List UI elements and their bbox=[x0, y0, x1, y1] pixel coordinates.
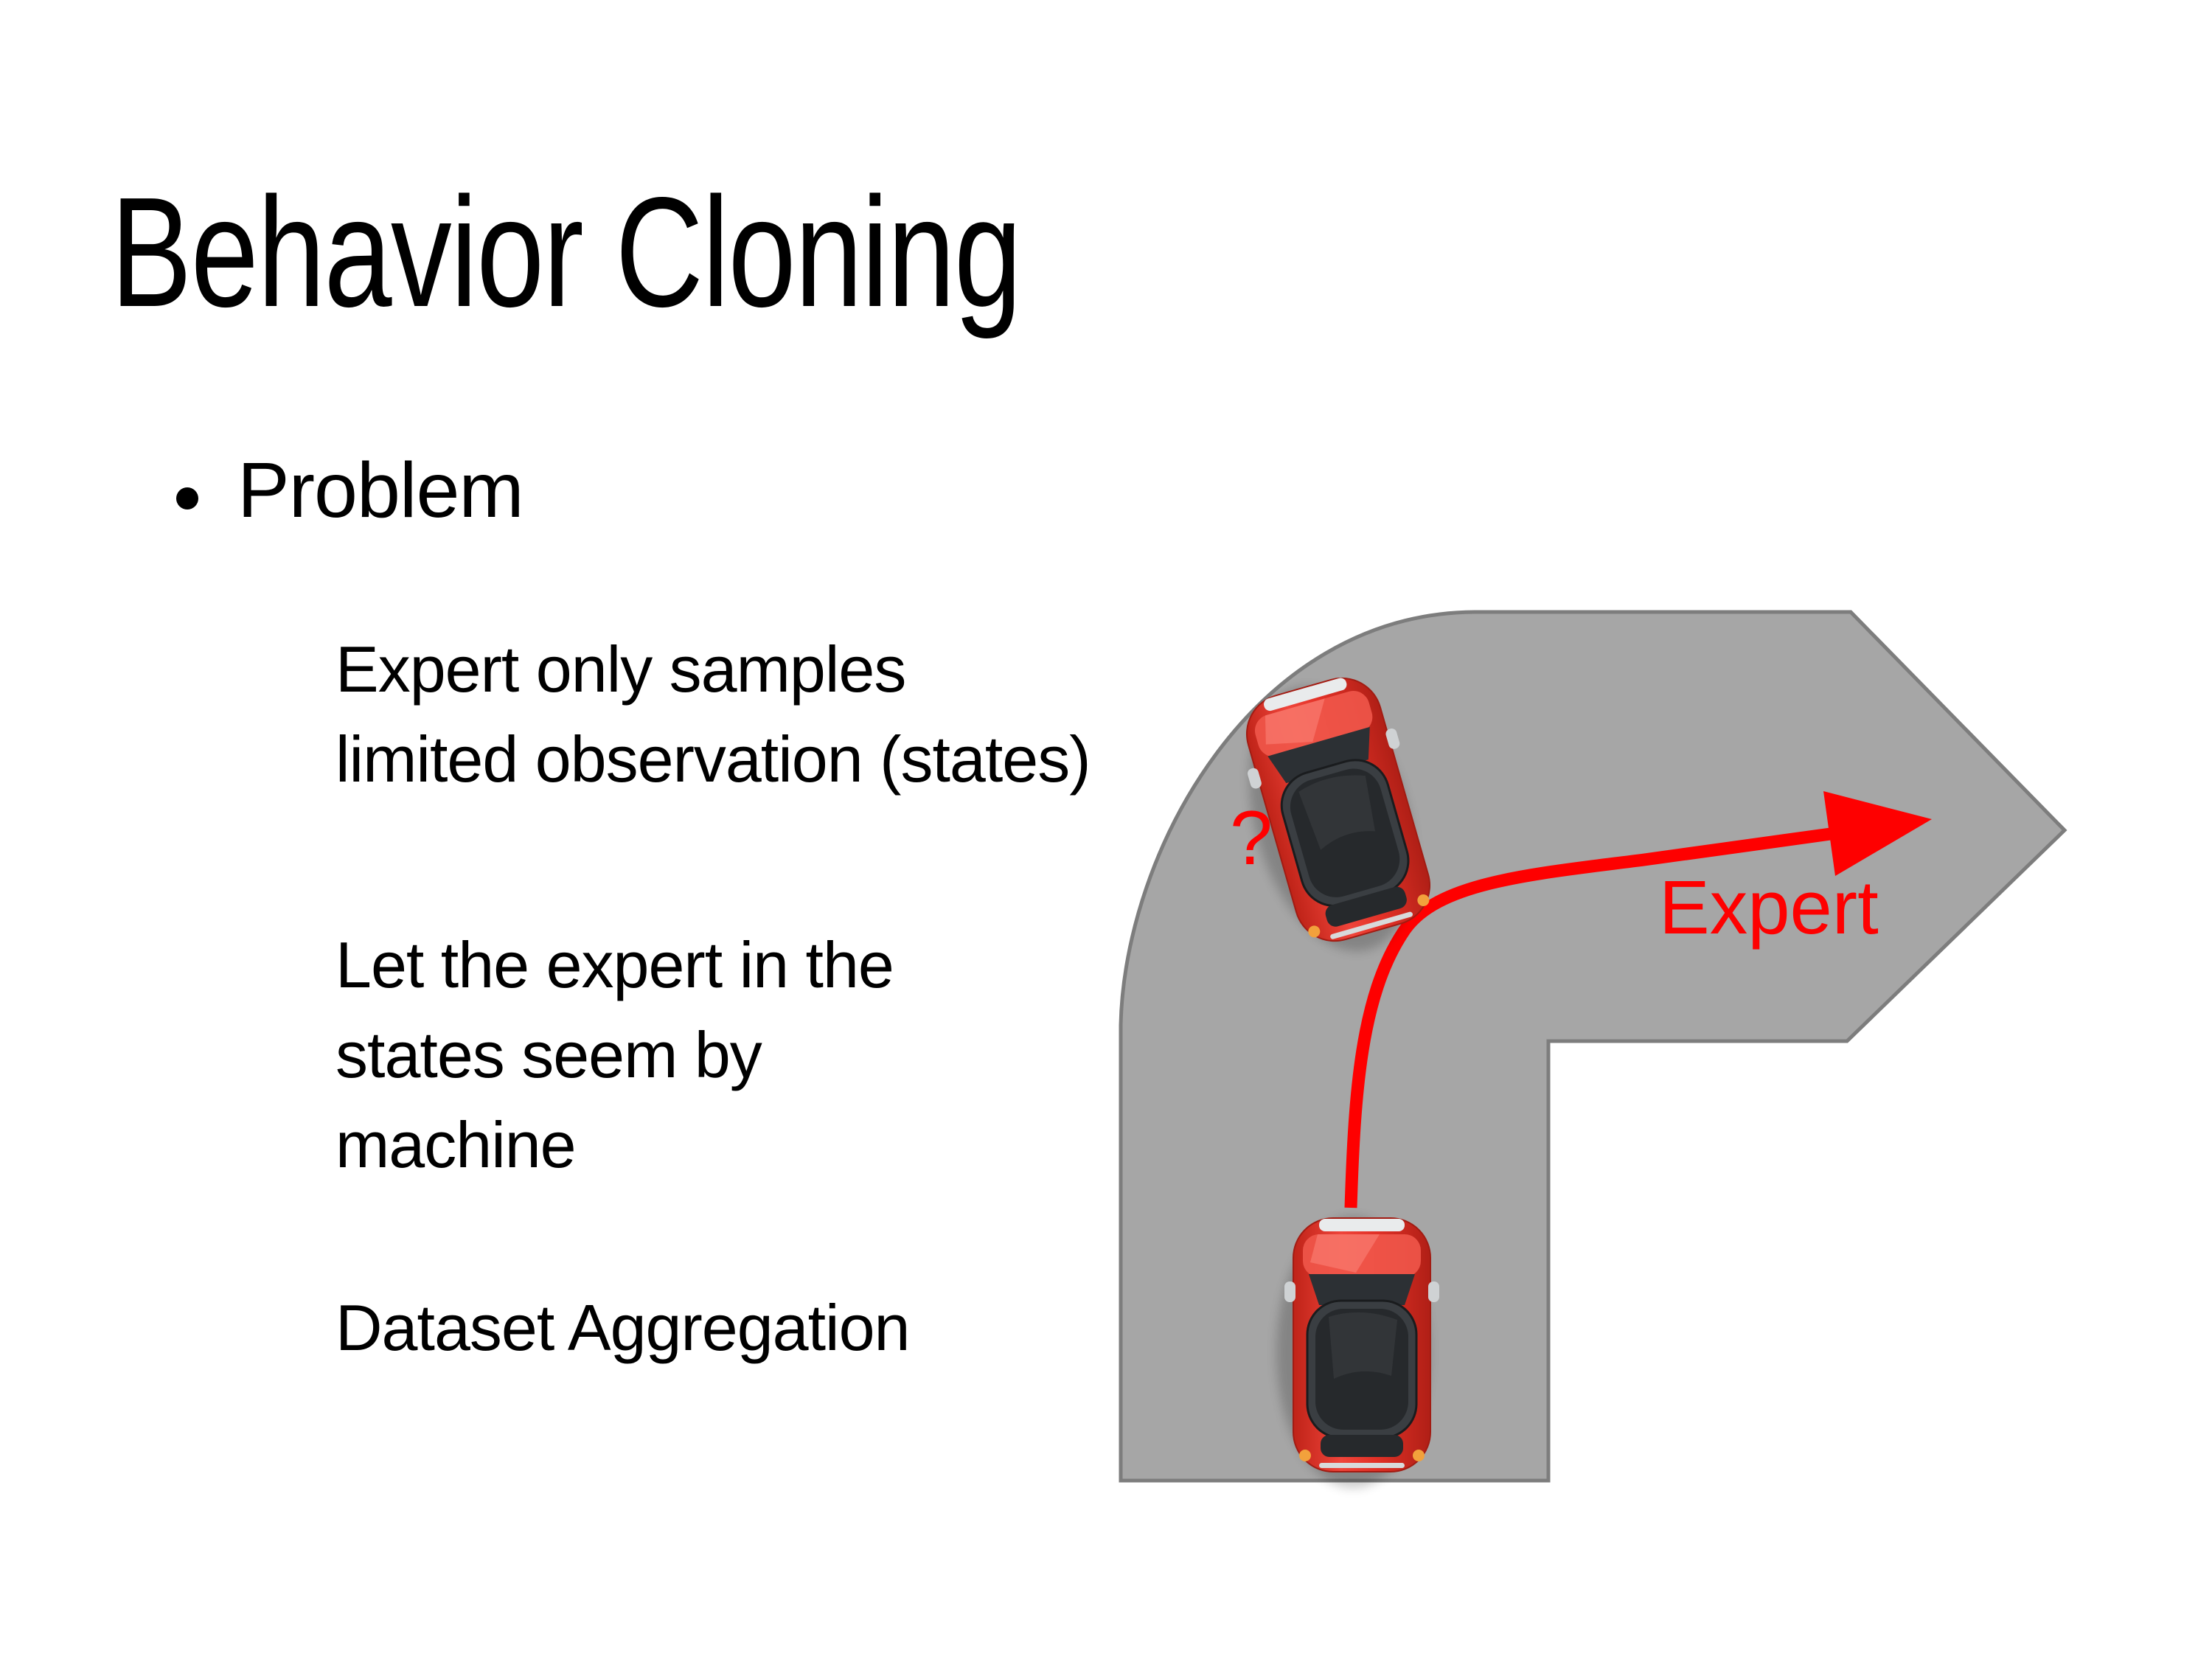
text-line: limited observation (states) bbox=[335, 723, 1091, 796]
text-line: states seem by bbox=[335, 1018, 762, 1091]
car-start bbox=[1276, 1217, 1439, 1488]
text-line: Expert only samples bbox=[335, 633, 906, 706]
bullet-item-problem: Problem bbox=[237, 447, 524, 534]
expert-label: Expert bbox=[1659, 865, 1879, 950]
text-line: machine bbox=[335, 1108, 576, 1181]
slide-title: Behavior Cloning bbox=[111, 164, 1021, 339]
text-line: Dataset Aggregation bbox=[335, 1291, 910, 1364]
text-line: Let the expert in the bbox=[335, 928, 894, 1001]
question-mark-label: ? bbox=[1230, 796, 1273, 881]
